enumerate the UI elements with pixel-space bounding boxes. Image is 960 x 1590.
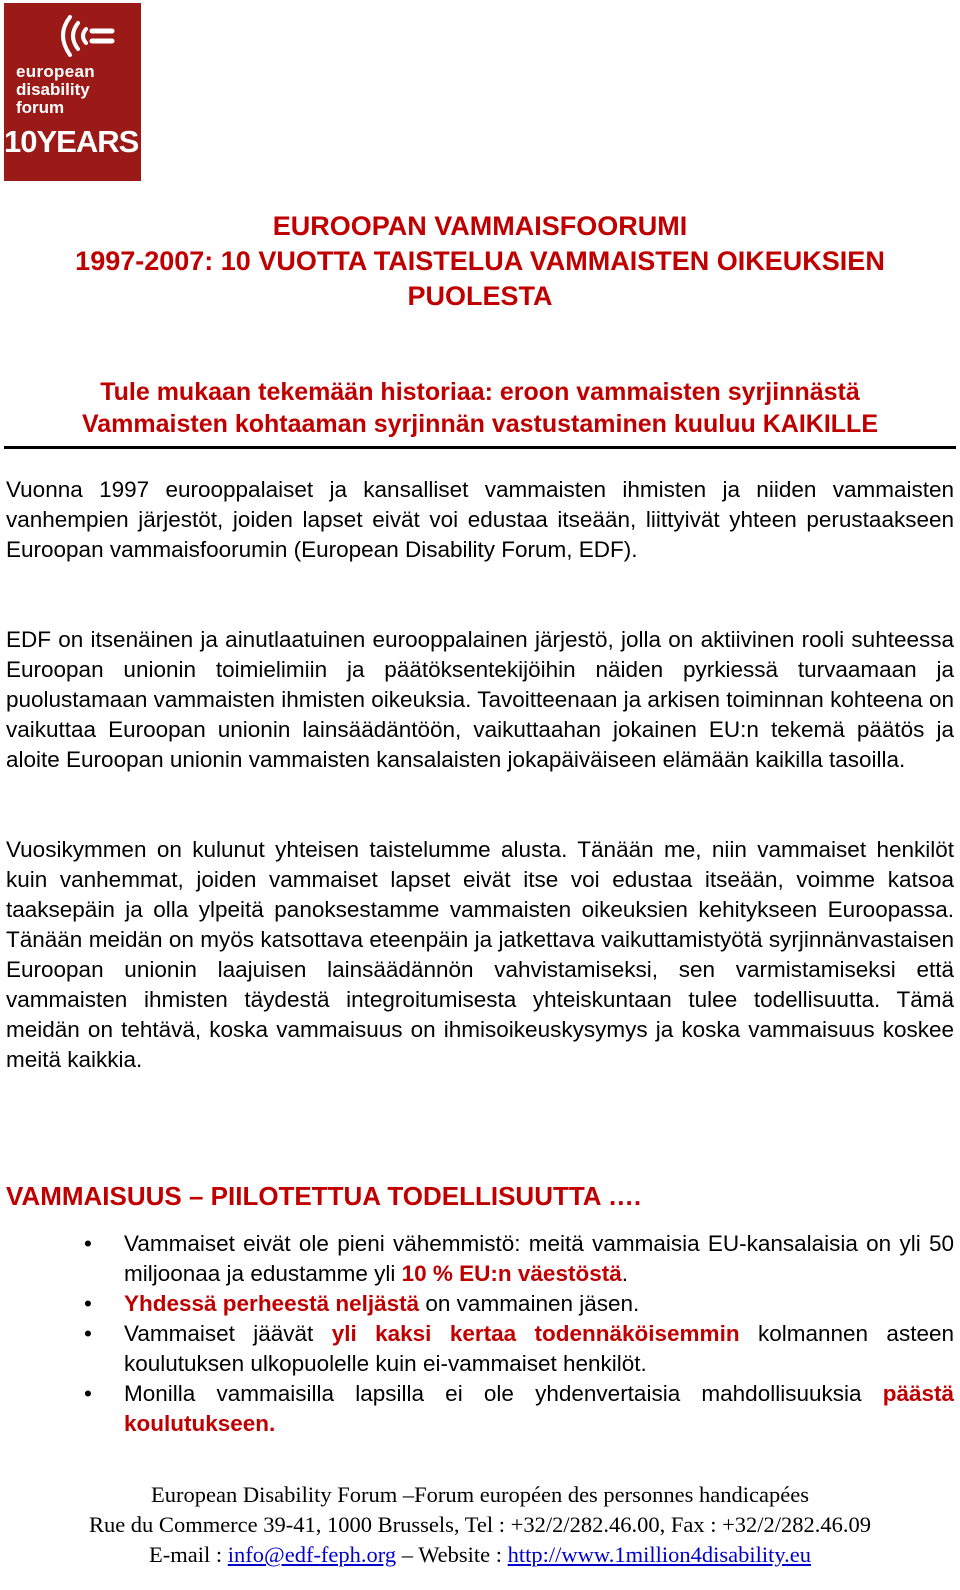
paragraph-founding: Vuonna 1997 eurooppalaiset ja kansalliset vammaisten ihmisten ja niiden vammaisten vanhempien järjestöt, joiden lapset eivät voi edustaa itseään, liittyivät yhteen perustaakseen Euroopan vammaisfoorumin (European Disability Forum, EDF). [6, 477, 954, 562]
list-item: • Yhdessä perheestä neljästä on vammainen jäsen. [84, 1289, 954, 1319]
edf-logo [4, 3, 141, 181]
title-line-2: 1997-2007: 10 VUOTTA TAISTELUA VAMMAISTEN OIKEUKSIEN [75, 246, 885, 276]
bullet-icon: • [84, 1321, 92, 1346]
highlight-text: Yhdessä perheestä neljästä [124, 1291, 420, 1316]
footer-address: Rue du Commerce 39-41, 1000 Brussels, Tel : +32/2/282.46.00, Fax : +32/2/282.46.09 [88, 1512, 872, 1537]
email-link[interactable]: info@edf-feph.org [227, 1542, 397, 1567]
bullet-icon: • [84, 1381, 92, 1406]
logo-text-10years: 10YEARS [4, 124, 139, 159]
footer-contact: E-mail : info@edf-feph.org – Website : http://www.1million4disability.eu [149, 1542, 811, 1567]
facts-list [84, 1229, 954, 1439]
bullet-icon: • [84, 1291, 92, 1316]
website-link[interactable]: http://www.1million4disability.eu [507, 1542, 811, 1567]
horizontal-rule [4, 446, 956, 449]
list-item: • Vammaiset eivät ole pieni vähemmistö: meitä vammaisia EU-kansalaisia on yli 50 miljoonaa ja edustamme yli 10 % EU:n väestöstä. [84, 1231, 954, 1286]
title-line-3: PUOLESTA [407, 281, 553, 311]
highlight-text: 10 % EU:n väestöstä [401, 1261, 622, 1286]
title-line-1: EUROOPAN VAMMAISFOORUMI [272, 211, 688, 241]
logo-text-forum: forum [16, 98, 65, 117]
paragraph-decade: Vuosikymmen on kulunut yhteisen taistelumme alusta. Tänään me, niin vammaiset henkilöt kuin vanhemmat, joiden vammaiset lapset eivät itse voi edustaa itseään, voimme katsoa taaksepäin ja olla ylpeitä panoksestamme vammaisten oikeuksien kehitykseen Euroopassa. Tänään meidän on myös katsottava eteenpäin ja jatkettava vaikuttamistyötä syrjinnänvastaisen Euroopan unionin laajuisen lainsäädännön vahvistamiseksi, sen varmistamiseksi että vammaisten ihmisten täydestä integroitumisesta yhteiskuntaan tulee todellisuutta. Tämä meidän on tehtävä, koska vammaisuus on ihmisoikeuskysymys ja koska vammaisuus koskee meitä kaikkia. [6, 837, 954, 1072]
paragraph-edf-role: EDF on itsenäinen ja ainutlaatuinen eurooppalainen järjestö, jolla on aktiivinen rooli suhteessa Euroopan unionin toimielimiin ja päätöksentekijöihin näiden pyrkiessä turvaamaan ja puolustamaan vammaisten ihmisten oikeuksia. Tavoitteenaan ja arkisen toiminnan kohteena on vaikuttaa Euroopan unionin lainsäädäntöön, vaikuttaahan jokainen EU:n tekemä päätös ja aloite Euroopan unionin vammaisten kansalaisten jokapäiväiseen elämään kaikilla tasoilla. [6, 627, 954, 772]
logo-text-european: european [16, 62, 95, 81]
section-heading: VAMMAISUUS – PIILOTETTUA TODELLISUUTTA …. [6, 1181, 642, 1211]
subtitle-line-1: Tule mukaan tekemään historiaa: eroon vammaisten syrjinnästä [100, 378, 860, 406]
bullet-icon: • [84, 1231, 92, 1256]
logo-text-disability: disability [16, 80, 90, 99]
sound-waves-icon [48, 11, 118, 61]
highlight-text: päästä koulutukseen. [124, 1381, 954, 1436]
list-item: • Vammaiset jäävät yli kaksi kertaa todennäköisemmin kolmannen asteen koulutuksen ulkopuolelle kuin ei-vammaiset henkilöt. [84, 1321, 954, 1376]
footer-org-name: European Disability Forum –Forum européen des personnes handicapées [151, 1482, 809, 1507]
list-item: • Monilla vammaisilla lapsilla ei ole yhdenvertaisia mahdollisuuksia päästä koulutukseen. [84, 1381, 954, 1436]
subtitle-line-2: Vammaisten kohtaaman syrjinnän vastustaminen kuuluu KAIKILLE [81, 410, 879, 438]
highlight-text: yli kaksi kertaa todennäköisemmin [331, 1321, 740, 1346]
